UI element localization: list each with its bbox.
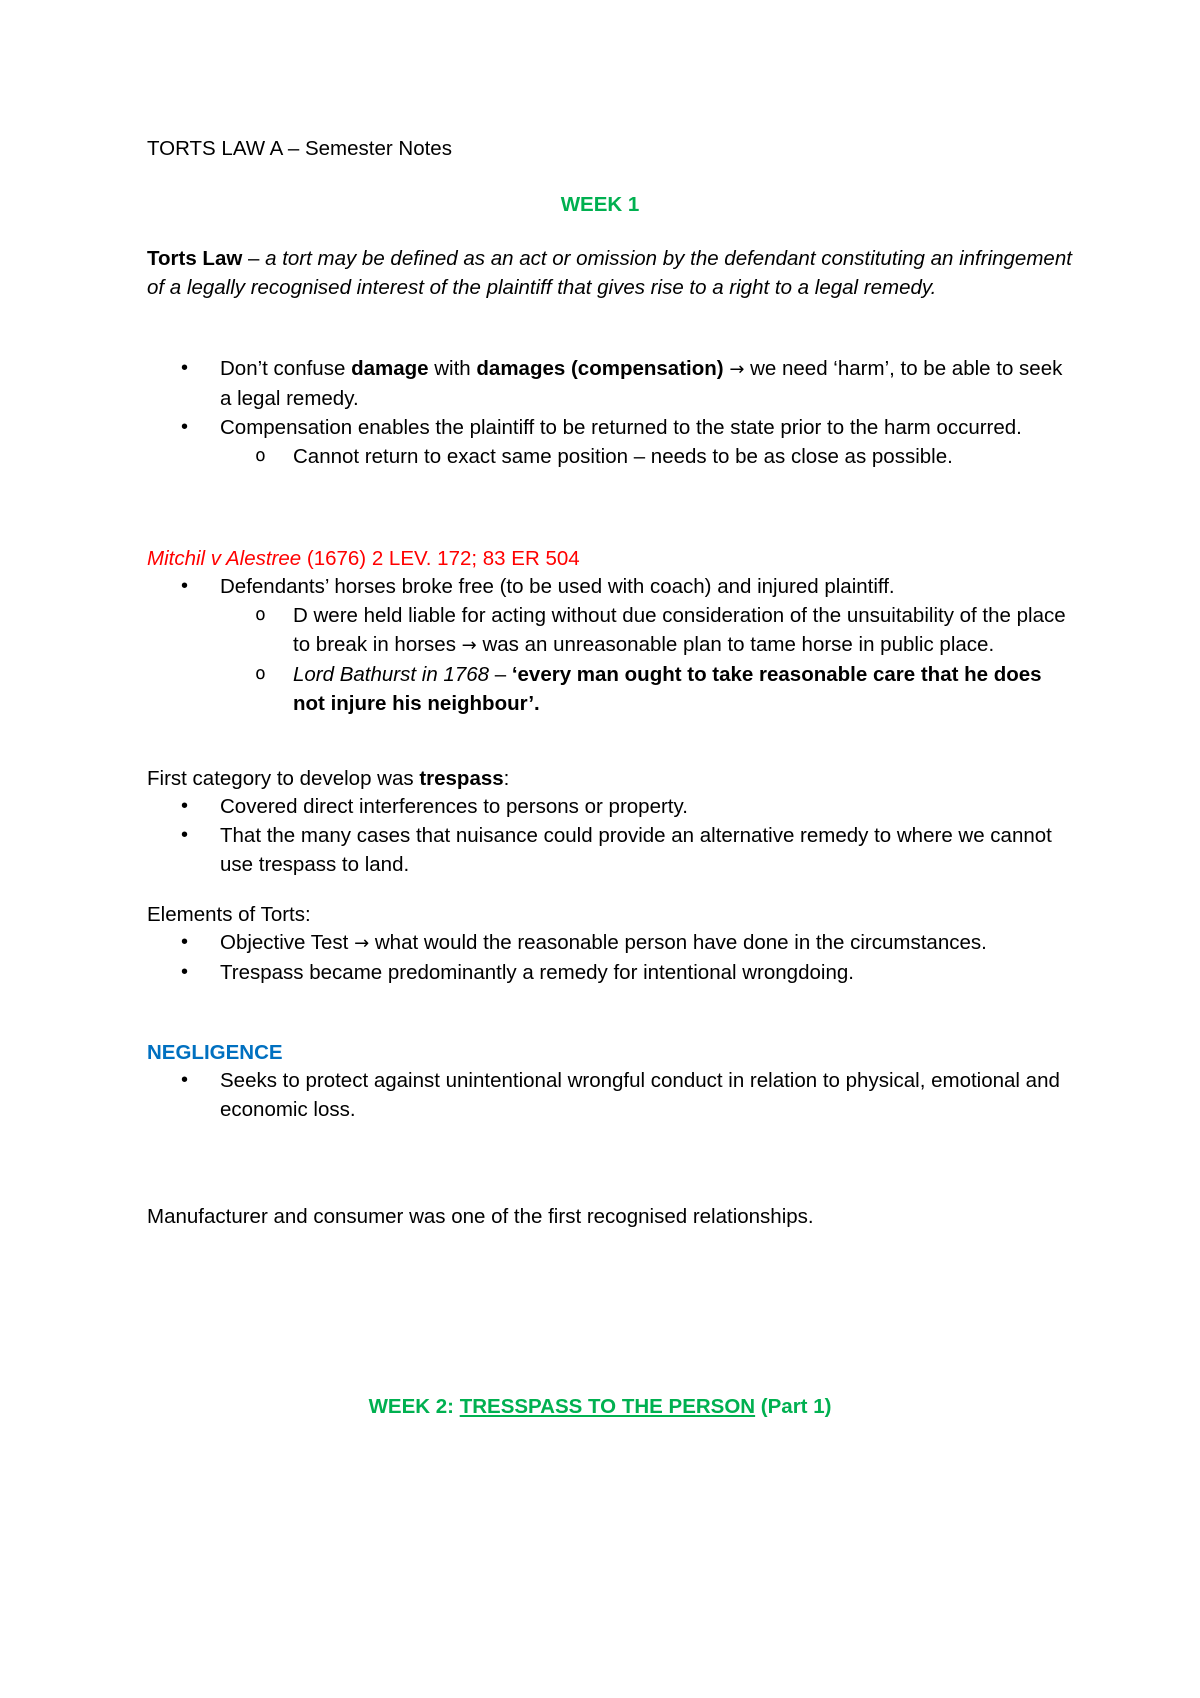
case-citation: (1676) 2 LEV. 172; 83 ER 504 [301, 547, 580, 570]
damages-term: damages (compensation) [476, 357, 724, 380]
right-arrow-icon: → [354, 933, 370, 954]
week2-heading [0, 1392, 1200, 1421]
trespass-term: trespass [419, 767, 504, 790]
trespass-bullet-list [147, 792, 1077, 879]
sub-list-item [147, 601, 1077, 660]
text-run: First category to develop was [147, 767, 420, 790]
week2-suffix: (Part 1) [755, 1395, 832, 1418]
definition-text: a tort may be defined as an act or omission by the defendant constituting an infringement of a legally recognised interest of the plaintiff that gives rise to a right to a legal remedy. [147, 247, 1072, 299]
text-run: we need ‘harm’, to be able to seek a legal remedy. [220, 357, 1063, 410]
right-arrow-icon: → [461, 635, 477, 656]
week1-heading: WEEK 1 [560, 193, 640, 216]
text-run: with [428, 357, 477, 380]
negligence-bullet-list [147, 1066, 1077, 1124]
text-run: – [489, 663, 512, 686]
text-run: Don’t confuse [220, 357, 352, 380]
week1-bullet-list [147, 354, 1077, 471]
definition-term: Torts Law [147, 247, 243, 270]
sub-list-item: o Cannot return to exact same position – needs to be as close as possible. [147, 442, 1077, 471]
negligence-heading: NEGLIGENCE [147, 1041, 283, 1064]
list-item: • Covered direct interferences to persons or property. [147, 792, 1077, 821]
list-item: • Compensation enables the plaintiff to be returned to the state prior to the harm occurred. [147, 413, 1077, 442]
text-run: Objective Test [220, 931, 355, 954]
elements-intro: Elements of Torts: [147, 903, 311, 926]
text-run: what would the reasonable person have done in the circumstances. [369, 931, 987, 954]
week2-prefix: WEEK 2: [368, 1395, 460, 1418]
elements-bullet-list [147, 928, 1107, 987]
list-item: • Trespass became predominantly a remedy for intentional wrongdoing. [147, 958, 1107, 987]
document-title: TORTS LAW A – Semester Notes [147, 137, 452, 160]
list-item [147, 354, 1077, 413]
text-run: : [503, 767, 510, 790]
right-arrow-icon: → [729, 359, 745, 380]
case-bullet-list [147, 572, 1077, 718]
trespass-intro [147, 764, 1077, 793]
list-item: • Seeks to protect against unintentional wrongful conduct in relation to physical, emotional and economic loss. [147, 1066, 1077, 1124]
manufacturer-note: Manufacturer and consumer was one of the first recognised relationships. [147, 1205, 814, 1228]
list-item: • Defendants’ horses broke free (to be used with coach) and injured plaintiff. [147, 572, 1077, 601]
neighbour-quote: ‘every man ought to take reasonable care that he does not injure his neighbour’. [293, 663, 1042, 715]
list-item [147, 928, 1107, 958]
case-heading [147, 544, 1077, 573]
lord-bathurst-ref: Lord Bathurst in 1768 [293, 663, 490, 686]
sub-list-item [147, 660, 1077, 718]
damage-term: damage [351, 357, 429, 380]
week2-title: TRESSPASS TO THE PERSON [459, 1395, 756, 1418]
torts-definition [147, 244, 1077, 302]
text-run: D were held liable for acting without due consideration of the unsuitability of the place to break in horses [293, 604, 1066, 656]
definition-dash: – [242, 247, 266, 270]
list-item: • That the many cases that nuisance could provide an alternative remedy to where we cannot use trespass to land. [147, 821, 1077, 879]
case-name: Mitchil v Alestree [147, 547, 302, 570]
text-run: was an unreasonable plan to tame horse in public place. [476, 633, 995, 656]
